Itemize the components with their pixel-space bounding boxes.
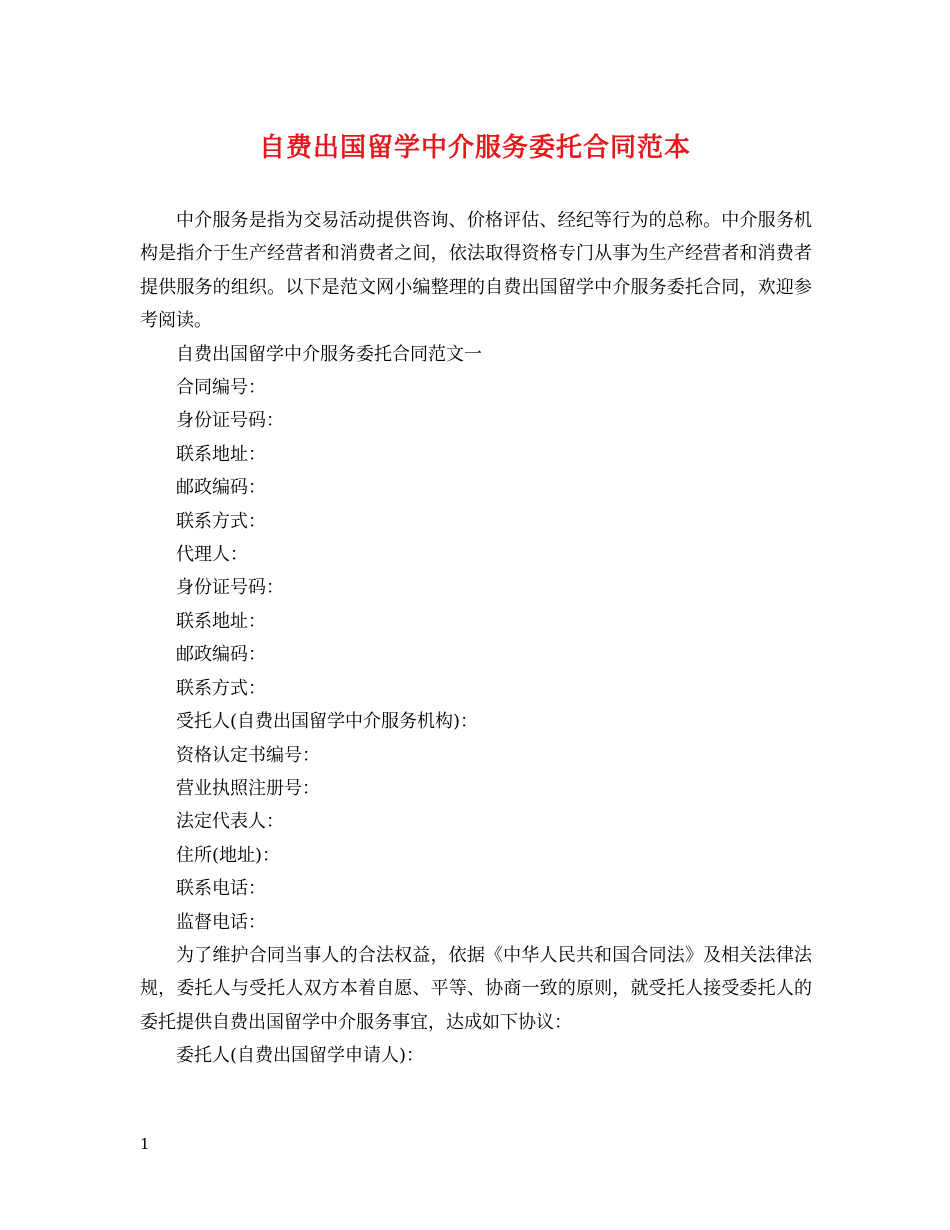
client-field: 委托人(自费出国留学申请人)： bbox=[176, 1045, 425, 1067]
contract-number-field: 合同编号： bbox=[176, 377, 266, 399]
residence-address-field: 住所(地址)： bbox=[176, 844, 281, 866]
agent-contact-address-field: 联系地址： bbox=[176, 610, 266, 632]
contact-address-field: 联系地址： bbox=[176, 443, 266, 465]
document-title: 自费出国留学中介服务委托合同范本 bbox=[258, 133, 691, 163]
page-number: 1 bbox=[140, 1135, 150, 1153]
agent-contact-method-field: 联系方式： bbox=[176, 677, 266, 699]
section-heading: 自费出国留学中介服务委托合同范文一 bbox=[176, 343, 482, 365]
document-body bbox=[140, 204, 812, 1073]
intro-paragraph: 中介服务是指为交易活动提供咨询、价格评估、经纪等行为的总称。中介服务机构是指介于生产经营者和消费者之间，依法取得资格专门从事为生产经营者和消费者提供服务的组织。以下是范文网小编整理的自费出国留学中介服务委托合同，欢迎参考阅读。 bbox=[140, 210, 812, 332]
id-number-field: 身份证号码： bbox=[176, 410, 284, 432]
trustee-field: 受托人(自费出国留学中介服务机构)： bbox=[176, 711, 479, 733]
agent-id-number-field: 身份证号码： bbox=[176, 577, 284, 599]
postal-code-field: 邮政编码： bbox=[176, 477, 266, 499]
qualification-certificate-field: 资格认定书编号： bbox=[176, 744, 320, 766]
business-license-field: 营业执照注册号： bbox=[176, 777, 320, 799]
contact-phone-field: 联系电话： bbox=[176, 878, 266, 900]
contact-method-field: 联系方式： bbox=[176, 510, 266, 532]
agreement-clause-paragraph: 为了维护合同当事人的合法权益，依据《中华人民共和国合同法》及相关法律法规，委托人与受托人双方本着自愿、平等、协商一致的原则，就受托人接受委托人的委托提供自费出国留学中介服务事宜，达成如下协议： bbox=[140, 944, 812, 1033]
agent-postal-code-field: 邮政编码： bbox=[176, 644, 266, 666]
agent-field: 代理人： bbox=[176, 544, 248, 566]
legal-representative-field: 法定代表人： bbox=[176, 811, 284, 833]
supervision-phone-field: 监督电话： bbox=[176, 911, 266, 933]
